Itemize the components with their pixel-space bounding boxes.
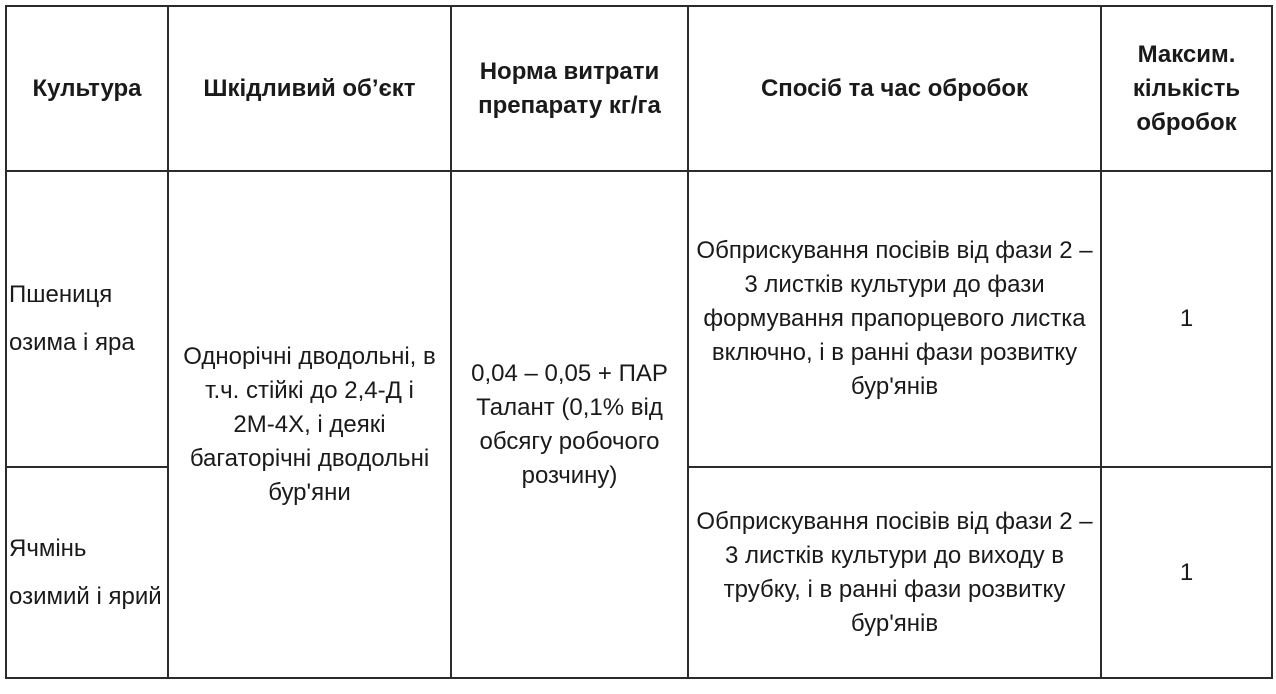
header-method: Спосіб та час обробок xyxy=(688,6,1101,171)
crop-cell: Пшениця озима і яра xyxy=(6,171,168,467)
table-row xyxy=(6,171,1272,467)
max-cell: 1 xyxy=(1101,171,1272,467)
max-cell: 1 xyxy=(1101,467,1272,678)
crop-cell: Ячмінь озимий і ярий xyxy=(6,467,168,678)
header-target: Шкідливий об’єкт xyxy=(168,6,451,171)
header-rate: Норма витрати препарату кг/га xyxy=(451,6,688,171)
method-cell: Обприскування посівів від фази 2 – 3 листків культури до виходу в трубку, і в ранні фази розвитку бур'янів xyxy=(688,467,1101,678)
header-row xyxy=(6,6,1272,171)
header-max: Максим. кількість обробок xyxy=(1101,6,1272,171)
application-rates-table xyxy=(5,5,1273,679)
rate-cell: 0,04 – 0,05 + ПАР Талант (0,1% від обсягу робочого розчину) xyxy=(451,171,688,678)
header-crop: Культура xyxy=(6,6,168,171)
method-cell: Обприскування посівів від фази 2 – 3 листків культури до фази формування прапорцевого листка включно, і в ранні фази розвитку бур'янів xyxy=(688,171,1101,467)
target-cell: Однорічні дводольні, в т.ч. стійкі до 2,4-Д і 2М-4Х, і деякі багаторічні дводольні бур'яни xyxy=(168,171,451,678)
